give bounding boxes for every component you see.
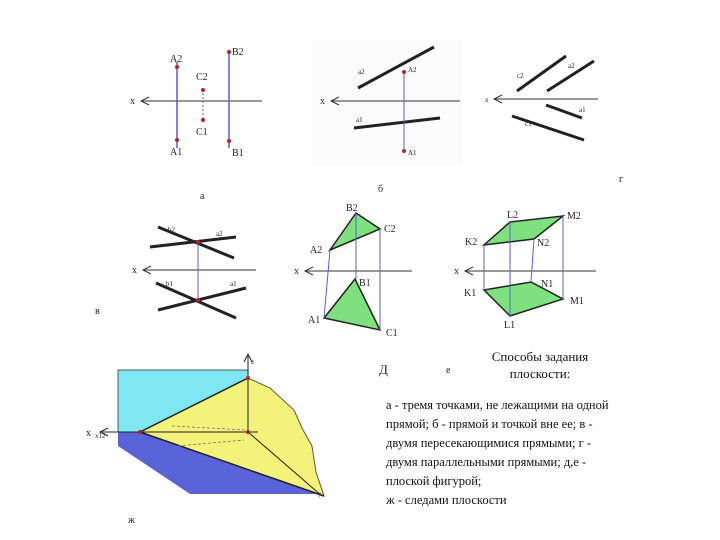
- panel-b-label-a2: a2: [358, 68, 365, 76]
- description-line: плоской фигурой;: [386, 474, 482, 488]
- panel-a-label-c1: C1: [196, 127, 208, 138]
- panel-e-caption: е: [446, 365, 451, 376]
- panel-v-line-a2: [150, 237, 236, 247]
- panel-g-axis-label: x: [485, 96, 489, 104]
- panel-d-label-b2: B2: [346, 203, 358, 214]
- panel-a-label-b2: B2: [232, 47, 244, 58]
- description-line: ж - следами плоскости: [386, 493, 507, 507]
- methods-title: Способы задания плоскости:: [491, 349, 589, 381]
- panel-g-label-a1: a1: [579, 106, 586, 114]
- panel-zh-label-x12: x12: [95, 432, 106, 440]
- panel-d-label-c1: C1: [386, 328, 398, 339]
- description-line: а - тремя точками, не лежащими на одной: [386, 398, 609, 412]
- panel-d-link-a: [324, 250, 330, 318]
- panel-b-caption: б: [378, 184, 384, 195]
- panel-a-point-b2: [227, 50, 231, 54]
- panel-a-axis-label: x: [130, 96, 135, 107]
- panel-e-label-l1: L1: [504, 320, 516, 331]
- panel-a-label-c2: C2: [196, 72, 208, 83]
- panel-v: [95, 226, 256, 318]
- panel-v-label-b1: b1: [166, 280, 173, 288]
- panel-v-label-a2: a2: [216, 230, 223, 238]
- methods-description: [386, 396, 686, 510]
- panel-b-axis-label: x: [320, 96, 325, 107]
- panel-e-axis-label: x: [454, 266, 459, 277]
- panel-e-label-m2: M2: [567, 211, 581, 222]
- panel-v-intersection-1: [196, 298, 200, 302]
- panel-d-caption: Д: [379, 362, 388, 377]
- panel-a-label-b1: B1: [232, 148, 244, 159]
- panel-d-label-c2: C2: [384, 224, 396, 235]
- panel-e-label-k1: K1: [464, 288, 477, 299]
- panel-g-label-a2: a2: [568, 62, 575, 70]
- panel-v-label-a1: a1: [230, 280, 237, 288]
- panel-d-triangle-bottom: [324, 279, 380, 330]
- panel-b-point-A1: [402, 149, 406, 153]
- panel-d-triangle-top: [330, 213, 380, 250]
- panel-g-label-c2: c2: [517, 72, 524, 80]
- description-line: двумя пересекающимися прямыми; г -: [386, 436, 592, 450]
- panel-a: [130, 47, 262, 202]
- panel-e-label-l2: L2: [507, 210, 519, 221]
- panel-g-line-a1: [546, 105, 582, 118]
- panel-e-label-m1: M1: [570, 296, 584, 307]
- panel-b-label-A2: A2: [408, 66, 417, 74]
- panel-v-label-b2: b2: [168, 226, 175, 234]
- panel-d-label-a2: A2: [310, 245, 323, 256]
- panel-e-label-n1: N1: [541, 279, 554, 290]
- panel-a-label-a2: A2: [170, 54, 183, 65]
- panel-v-intersection-2: [196, 240, 200, 244]
- panel-zh-label-y: y: [318, 490, 322, 498]
- panel-a-point-c2: [201, 88, 205, 92]
- description-line: двумя параллельными прямыми; д,е -: [386, 455, 587, 469]
- panel-zh: [86, 354, 325, 526]
- panel-b-label-A1: A1: [408, 149, 417, 157]
- panel-a-caption: а: [200, 191, 205, 202]
- panel-a-point-c1: [201, 118, 205, 122]
- panel-g-label-c1: c1: [525, 120, 532, 128]
- panel-a-point-a1: [175, 138, 179, 142]
- panel-g: [485, 56, 623, 185]
- panel-a-label-a1: A1: [170, 147, 183, 158]
- panel-e-label-k2: K2: [465, 237, 478, 248]
- panel-g-line-c1: [512, 116, 584, 140]
- panel-g-caption: г: [619, 174, 624, 185]
- panel-e-label-n2: N2: [537, 238, 550, 249]
- panel-g-line-c2: [517, 56, 566, 91]
- panel-zh-caption: ж: [128, 515, 135, 526]
- panel-b-label-a1: a1: [356, 116, 363, 124]
- panel-zh-label-x: x: [86, 428, 91, 439]
- panel-b-point-A2: [402, 70, 406, 74]
- panel-d-label-a1: A1: [308, 315, 321, 326]
- panel-d: [294, 203, 412, 377]
- panel-e-quad-top: [484, 216, 563, 245]
- panel-v-axis-label: x: [132, 265, 137, 276]
- panel-v-line-a1: [158, 288, 246, 310]
- panel-zh-point-origin: [138, 430, 142, 434]
- panel-v-caption: в: [95, 306, 100, 317]
- panel-zh-label-z: z: [251, 358, 255, 366]
- panel-d-axis-label: x: [294, 266, 299, 277]
- description-line: прямой; б - прямой и точкой вне ее; в -: [386, 417, 593, 431]
- panel-a-point-b1: [227, 139, 231, 143]
- panel-b: [312, 40, 462, 195]
- panel-zh-point-z: [246, 376, 250, 380]
- panel-zh-point-o: [246, 430, 250, 434]
- panel-e-link-n: [531, 239, 534, 282]
- panel-a-point-a2: [175, 65, 179, 69]
- panel-d-label-b1: B1: [359, 278, 371, 289]
